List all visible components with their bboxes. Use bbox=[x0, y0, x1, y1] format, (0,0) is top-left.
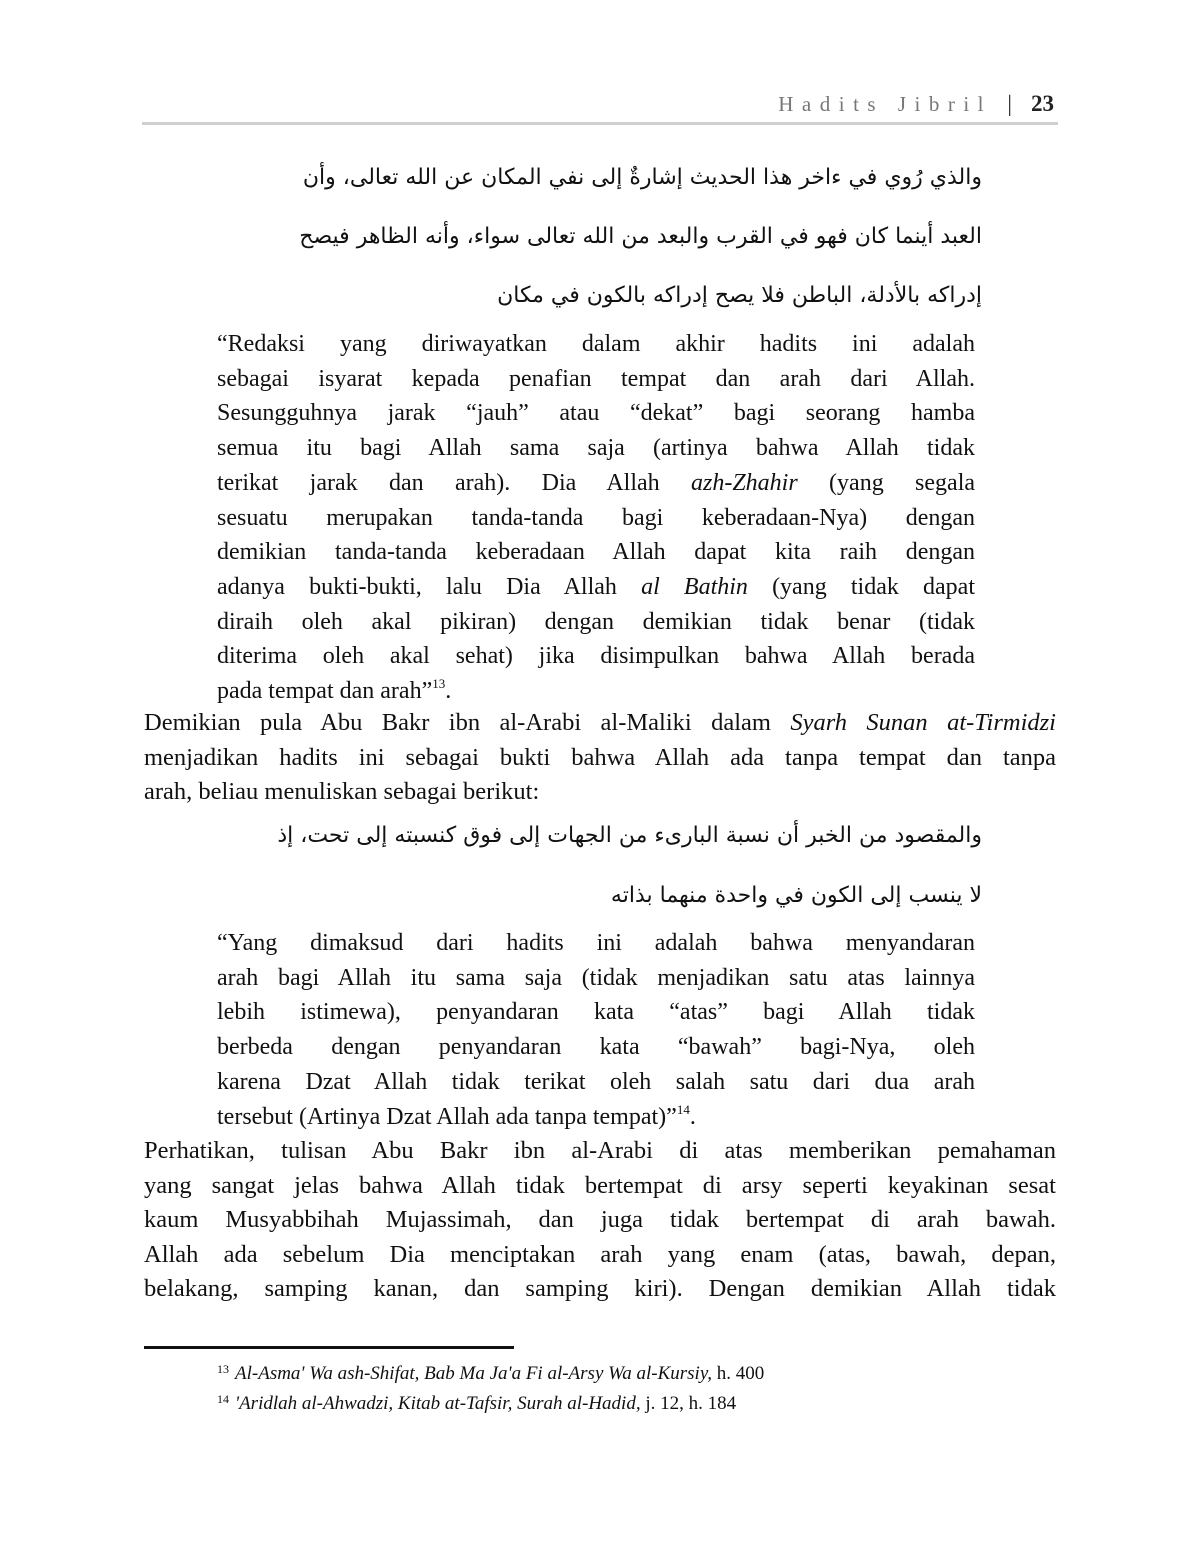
translation-quote-1 bbox=[217, 327, 975, 709]
arabic-text-line: والمقصود من الخبر أن نسبة البارىء من الجهات إلى فوق كنسبته إلى تحت، إذ bbox=[277, 823, 982, 848]
paragraph-text: Demikian pula Abu Bakr ibn al-Arabi al-Maliki dalam bbox=[144, 709, 791, 736]
quote-text: pada tempat dan arah” bbox=[217, 678, 433, 705]
paragraph-line: kaum Musyabbihah Mujassimah, dan juga tidak bertempat di arah bawah. bbox=[144, 1206, 1056, 1234]
quote-line bbox=[217, 674, 975, 709]
footnote-source: 'Aridlah al-Ahwadzi, Kitab at-Tafsir, Surah al-Hadid, bbox=[235, 1393, 641, 1414]
footnote-pages: j. 12, h. 184 bbox=[640, 1393, 737, 1414]
quote-text: terikat jarak dan arah). Dia Allah bbox=[217, 469, 691, 496]
footnote bbox=[217, 1392, 736, 1415]
quote-line: “Redaksi yang diriwayatkan dalam akhir hadits ini adalah bbox=[217, 331, 975, 357]
quote-text: . bbox=[445, 678, 452, 705]
quote-line: diterima oleh akal sehat) jika disimpulkan bahwa Allah berada bbox=[217, 643, 975, 670]
running-title: Hadits Jibril bbox=[778, 92, 992, 116]
translation-quote-2 bbox=[217, 926, 975, 1134]
body-paragraph-1 bbox=[144, 706, 1056, 810]
paragraph-line: belakang, samping kanan, dan samping kiri). Dengan demikian Allah tidak bbox=[144, 1275, 1056, 1303]
paragraph-line: menjadikan hadits ini sebagai bukti bahwa Allah ada tanpa tempat dan tanpa bbox=[144, 743, 1056, 771]
quote-line bbox=[217, 570, 975, 605]
footnote-rule bbox=[144, 1346, 514, 1349]
footnote-number: 13 bbox=[217, 1362, 229, 1376]
quote-line: demikian tanda-tanda keberadaan Allah dapat kita raih dengan bbox=[217, 539, 975, 566]
arabic-text-line: والذي رُوي في ءاخر هذا الحديث إشارةٌ إلى نفي المكان عن الله تعالى، وأن bbox=[302, 165, 982, 190]
quote-line: diraih oleh akal pikiran) dengan demikian tidak benar (tidak bbox=[217, 608, 975, 635]
quote-text: tersebut (Artinya Dzat Allah ada tanpa tempat)” bbox=[217, 1103, 677, 1130]
arabic-text-line: لا ينسب إلى الكون في واحدة منهما بذاته bbox=[610, 883, 982, 908]
header-separator: | bbox=[1007, 91, 1012, 116]
quote-text: . bbox=[689, 1103, 696, 1130]
paragraph-line: arah, beliau menuliskan sebagai berikut: bbox=[144, 778, 540, 806]
quote-line: karena Dzat Allah tidak terikat oleh salah satu dari dua arah bbox=[217, 1068, 975, 1095]
paragraph-line: yang sangat jelas bahwa Allah tidak bertempat di arsy seperti keyakinan sesat bbox=[144, 1171, 1056, 1199]
quote-line: sebagai isyarat kepada penafian tempat dan arah dari Allah. bbox=[217, 365, 975, 392]
arabic-text-line: إدراكه بالأدلة، الباطن فلا يصح إدراكه بالكون في مكان bbox=[497, 283, 982, 308]
italic-term: al Bathin bbox=[641, 573, 748, 600]
footnote-ref[interactable]: 14 bbox=[676, 1101, 690, 1117]
header-rule bbox=[142, 122, 1058, 125]
paragraph-line: Allah ada sebelum Dia menciptakan arah yang enam (atas, bawah, depan, bbox=[144, 1240, 1056, 1268]
page-header bbox=[142, 92, 1058, 122]
quote-text: adanya bukti-bukti, lalu Dia Allah bbox=[217, 573, 642, 600]
footnote-ref[interactable]: 13 bbox=[432, 676, 446, 692]
quote-line bbox=[217, 466, 975, 501]
quote-line bbox=[217, 1100, 975, 1135]
italic-term: azh-Zhahir bbox=[691, 469, 798, 496]
quote-line: lebih istimewa), penyandaran kata “atas” bagi Allah tidak bbox=[217, 999, 975, 1026]
quote-line: sesuatu merupakan tanda-tanda bagi keberadaan-Nya) dengan bbox=[217, 504, 975, 531]
footnote-pages: h. 400 bbox=[711, 1363, 765, 1384]
arabic-text-line: العبد أينما كان فهو في القرب والبعد من الله تعالى سواء، وأنه الظاهر فيصح bbox=[299, 224, 982, 249]
quote-text: (yang segala bbox=[797, 469, 976, 496]
footnote-number: 14 bbox=[217, 1392, 229, 1406]
quote-text: (yang tidak dapat bbox=[747, 573, 975, 600]
footnote bbox=[217, 1362, 764, 1385]
quote-line: Sesungguhnya jarak “jauh” atau “dekat” bagi seorang hamba bbox=[217, 400, 975, 427]
quote-line: berbeda dengan penyandaran kata “bawah” bagi-Nya, oleh bbox=[217, 1034, 975, 1061]
book-title: Syarh Sunan at-Tirmidzi bbox=[790, 709, 1056, 736]
quote-line: semua itu bagi Allah sama saja (artinya bahwa Allah tidak bbox=[217, 435, 975, 462]
paragraph-line: Perhatikan, tulisan Abu Bakr ibn al-Arabi di atas memberikan pemahaman bbox=[144, 1137, 1056, 1164]
quote-line: “Yang dimaksud dari hadits ini adalah bahwa menyandaran bbox=[217, 930, 975, 956]
body-paragraph-2 bbox=[144, 1134, 1056, 1307]
quote-line: arah bagi Allah itu sama saja (tidak menjadikan satu atas lainnya bbox=[217, 964, 975, 991]
footnote-source: Al-Asma' Wa ash-Shifat, Bab Ma Ja'a Fi al-Arsy Wa al-Kursiy, bbox=[235, 1363, 712, 1384]
page-number: 23 bbox=[1031, 91, 1054, 116]
paragraph-line bbox=[144, 706, 1056, 741]
